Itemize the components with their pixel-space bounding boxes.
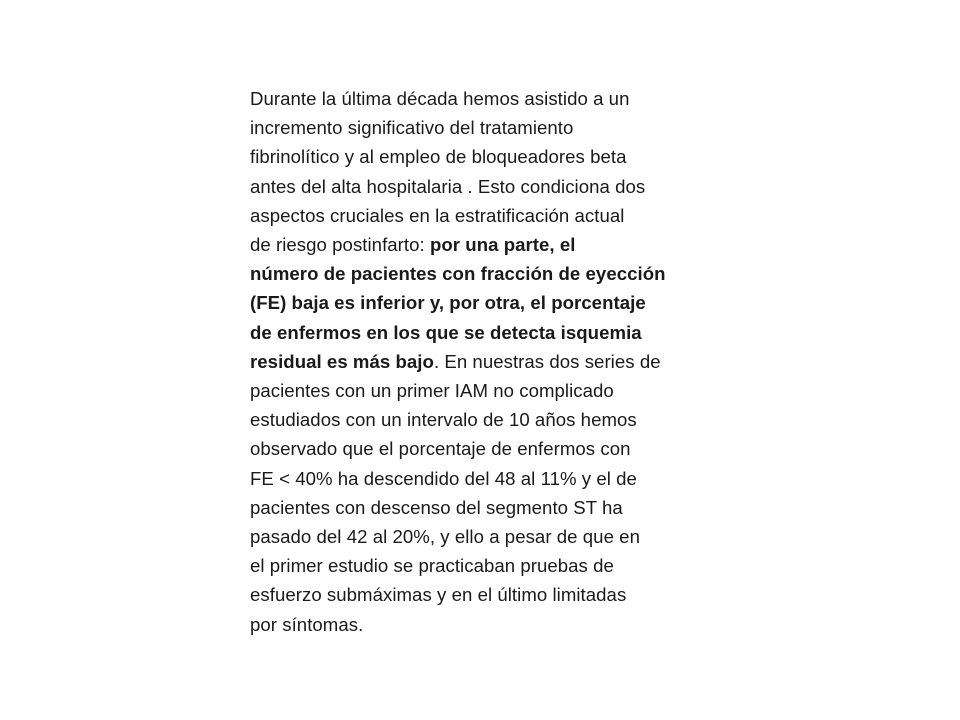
text-segment: pasado del 42 al 20%, y ello a pesar de que en [250, 526, 640, 548]
bold-text-segment: de enfermos en los que se detecta isquemia [250, 321, 642, 343]
paragraph-line [250, 493, 712, 522]
text-segment: esfuerzo submáximas y en el último limitadas [250, 584, 627, 606]
paragraph-line [250, 610, 712, 639]
text-segment: por síntomas. [250, 613, 364, 635]
text-segment: incremento significativo del tratamiento [250, 117, 574, 139]
text-segment: pacientes con un primer IAM no complicado [250, 380, 614, 402]
body-paragraph [250, 84, 712, 639]
text-segment: Durante la última década hemos asistido a un [250, 88, 630, 109]
paragraph-line [250, 376, 712, 405]
paragraph-line [250, 230, 712, 259]
bold-text-segment: por una parte, el [429, 234, 576, 256]
text-segment: observado que el porcentaje de enfermos con [250, 438, 631, 460]
text-segment: el primer estudio se practicaban pruebas de [250, 555, 614, 577]
paragraph-line [250, 172, 712, 201]
text-segment: pacientes con descenso del segmento ST ha [250, 496, 623, 518]
paragraph-line [250, 522, 712, 551]
paragraph-line [250, 201, 712, 230]
text-segment: fibrinolítico y al empleo de bloqueadores beta [250, 146, 627, 168]
text-segment: de riesgo postinfarto: [250, 234, 430, 256]
text-segment: estudiados con un intervalo de 10 años hemos [250, 409, 637, 431]
text-segment: antes del alta hospitalaria . Esto condiciona dos [250, 175, 646, 197]
bold-text-segment: residual es más bajo [250, 350, 434, 372]
paragraph-line [250, 84, 712, 113]
paragraph-line [250, 405, 712, 434]
bold-text-segment: (FE) baja es inferior y, por otra, el porcentaje [250, 292, 646, 314]
paragraph-line [250, 347, 712, 376]
paragraph-line [250, 464, 712, 493]
bold-text-segment: número de pacientes con fracción de eyección [250, 263, 666, 285]
paragraph-line [250, 259, 712, 288]
paragraph-line [250, 142, 712, 171]
paragraph-line [250, 580, 712, 609]
text-segment: FE < 40% ha descendido del 48 al 11% y el de [250, 467, 637, 489]
paragraph-line [250, 288, 712, 317]
paragraph-line [250, 551, 712, 580]
text-segment: aspectos cruciales en la estratificación actual [250, 204, 625, 226]
paragraph-line [250, 434, 712, 463]
paragraph-line [250, 318, 712, 347]
paragraph-line [250, 113, 712, 142]
text-segment: . En nuestras dos series de [433, 350, 661, 372]
